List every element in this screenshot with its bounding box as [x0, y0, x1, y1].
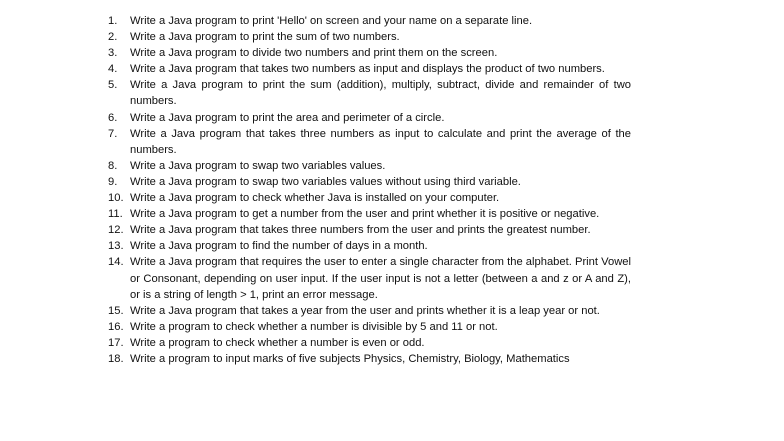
- item-text: Write a program to check whether a number is divisible by 5 and 11 or not.: [130, 320, 498, 333]
- item-number: 3.: [108, 47, 118, 60]
- item-text: Write a program to check whether a number is even or odd.: [130, 336, 425, 349]
- item-number: 11.: [108, 208, 123, 221]
- item-text: Write a Java program to divide two numbers and print them on the screen.: [130, 47, 498, 60]
- item-text: Write a Java program to print the sum (addition), multiply, subtract, divide and remainder of two numbers.: [130, 79, 631, 108]
- list-item: [108, 319, 631, 335]
- list-item: [108, 238, 631, 254]
- item-number: 17.: [108, 336, 124, 349]
- item-text: Write a Java program to check whether Java is installed on your computer.: [130, 192, 500, 205]
- item-text: Write a Java program that takes three numbers as input to calculate and print the average of the numbers.: [130, 127, 631, 156]
- list-item: [108, 222, 631, 238]
- item-number: 7.: [108, 127, 118, 140]
- item-text: Write a Java program to swap two variables values.: [130, 159, 386, 172]
- item-text: Write a Java program to swap two variables values without using third variable.: [130, 175, 521, 188]
- item-number: 8.: [108, 159, 118, 172]
- exercise-list: [108, 13, 631, 367]
- item-number: 18.: [108, 352, 124, 365]
- item-number: 6.: [108, 111, 118, 124]
- list-item: [108, 126, 631, 158]
- list-item: [108, 335, 631, 351]
- item-text: Write a Java program to print the sum of two numbers.: [130, 31, 400, 44]
- item-text: Write a Java program to find the number of days in a month.: [130, 240, 428, 253]
- list-item: [108, 158, 631, 174]
- list-item: [108, 254, 631, 302]
- item-number: 2.: [108, 31, 118, 44]
- item-number: 9.: [108, 175, 118, 188]
- item-text: Write a Java program that takes three numbers from the user and prints the greatest number.: [130, 224, 591, 237]
- list-item: [108, 61, 631, 77]
- list-item: [108, 110, 631, 126]
- item-number: 13.: [108, 240, 124, 253]
- item-text: Write a Java program to print the area and perimeter of a circle.: [130, 111, 445, 124]
- item-number: 14.: [108, 256, 124, 269]
- item-number: 5.: [108, 79, 118, 92]
- item-number: 16.: [108, 320, 124, 333]
- item-number: 4.: [108, 63, 118, 76]
- item-text: Write a Java program that requires the user to enter a single character from the alphabet. Print Vowel or Consonant, depending on user input. If the user input is not a letter (between a and z or A and Z), or is a string of length > 1, print an error message.: [130, 256, 631, 301]
- item-text: Write a Java program to get a number from the user and print whether it is positive or negative.: [130, 208, 600, 221]
- item-number: 12.: [108, 224, 124, 237]
- item-number: 15.: [108, 304, 124, 317]
- list-item: [108, 190, 631, 206]
- item-text: Write a Java program to print 'Hello' on screen and your name on a separate line.: [130, 15, 533, 27]
- list-item: [108, 351, 631, 367]
- list-item: [108, 13, 631, 29]
- list-item: [108, 77, 631, 109]
- list-item: [108, 45, 631, 61]
- item-number: 1.: [108, 15, 118, 27]
- list-item: [108, 206, 631, 222]
- list-item: [108, 29, 631, 45]
- list-item: [108, 303, 631, 319]
- list-item: [108, 174, 631, 190]
- item-text: Write a program to input marks of five subjects Physics, Chemistry, Biology, Mathematics: [130, 352, 570, 365]
- item-text: Write a Java program that takes two numbers as input and displays the product of two numbers.: [130, 63, 605, 76]
- item-text: Write a Java program that takes a year from the user and prints whether it is a leap year or not.: [130, 304, 600, 317]
- item-number: 10.: [108, 192, 124, 205]
